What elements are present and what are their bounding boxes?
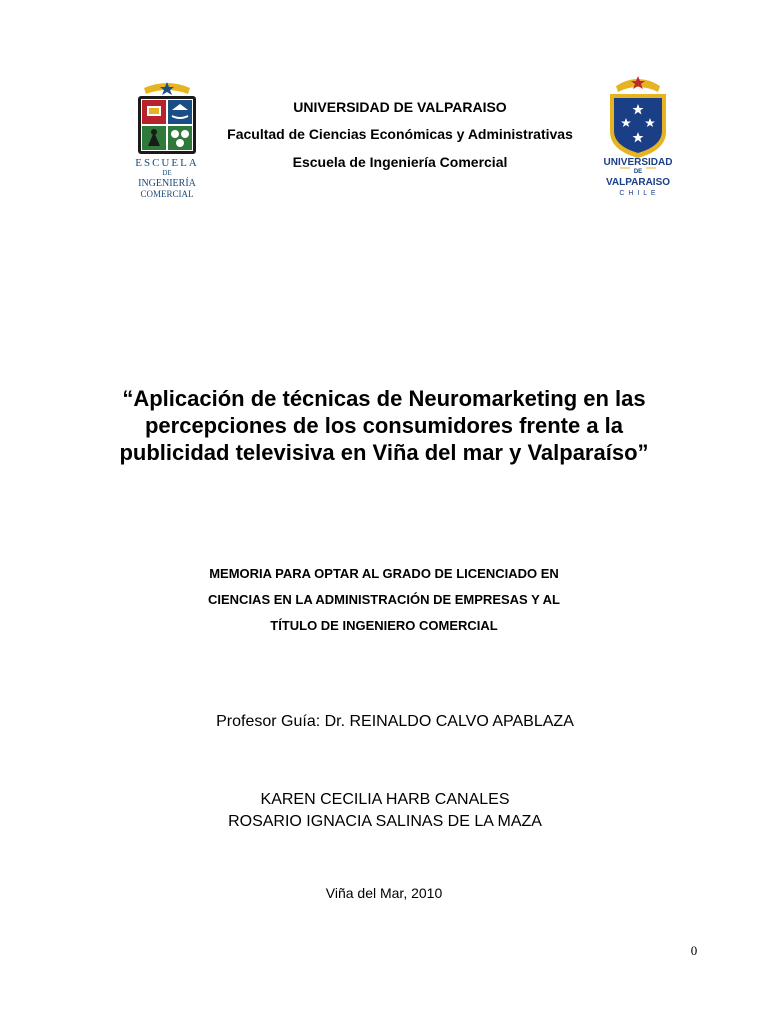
degree-statement [140,561,628,639]
logo-right-line1: UNIVERSIDAD [603,157,673,168]
title-line-2: percepciones de los consumidores frente a la [144,413,624,438]
place-and-date: Viña del Mar, 2010 [325,885,443,901]
author-1: KAREN CECILIA HARB CANALES [260,791,510,808]
degree-line-3: TÍTULO DE INGENIERO COMERCIAL [270,618,498,633]
authors [120,789,650,833]
title-line-1: “Aplicación de técnicas de Neuromarketing en las [122,386,646,411]
page-number: 0 [690,943,698,958]
title-line-3: publicidad televisiva en Viña del mar y Valparaíso” [119,440,649,465]
logo-right-line4: C H I L E [619,190,657,197]
professor-guide: Profesor Guía: Dr. REINALDO CALVO APABLAZA [216,713,574,730]
faculty-name: Facultad de Ciencias Económicas y Administrativas [227,126,573,142]
logo-right-line2: DE [633,169,643,175]
university-name: UNIVERSIDAD DE VALPARAISO [293,99,507,115]
degree-line-2: CIENCIAS EN LA ADMINISTRACIÓN DE EMPRESAS Y AL [208,592,560,607]
logo-left-line4: COMERCIAL [140,189,194,199]
school-name: Escuela de Ingeniería Comercial [292,154,508,170]
thesis-title [80,385,688,466]
logo-left-line2: DE [162,169,172,177]
logo-left-line3: INGENIERÍA [138,178,196,189]
author-2: ROSARIO IGNACIA SALINAS DE LA MAZA [228,813,542,830]
logo-right-line3: VALPARAISO [605,177,671,188]
universidad-valparaiso-logo [598,74,678,198]
degree-line-1: MEMORIA PARA OPTAR AL GRADO DE LICENCIADO EN [209,566,559,581]
escuela-ingenieria-comercial-logo [128,80,206,204]
logo-left-line1: ESCUELA [135,157,199,169]
